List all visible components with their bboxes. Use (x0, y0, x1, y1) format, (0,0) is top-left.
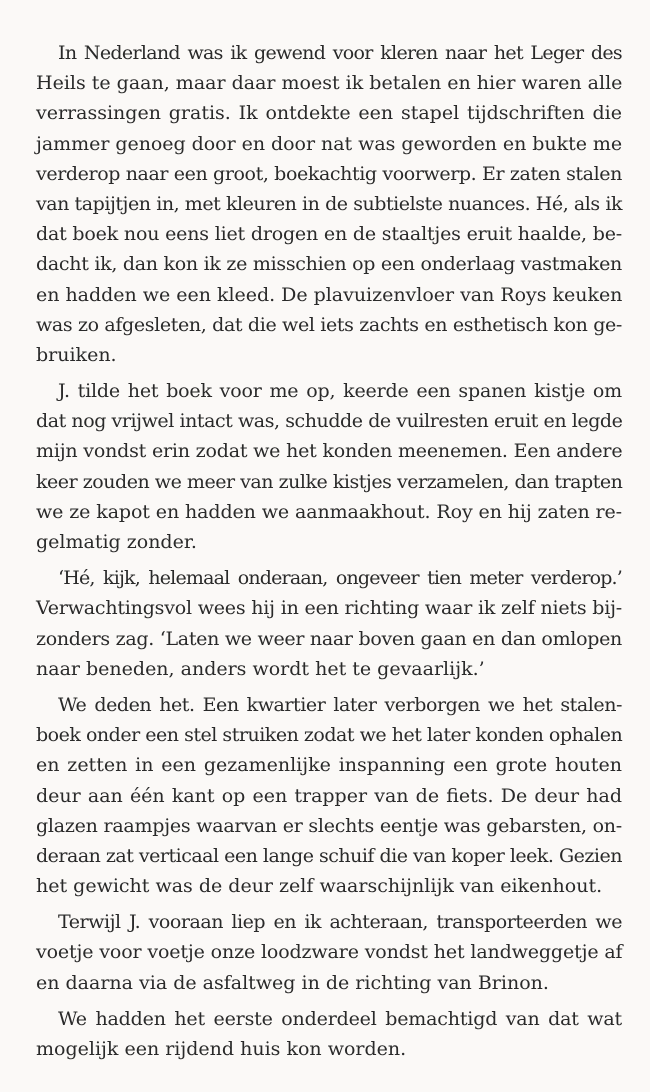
text-line: dat boek nou eens liet drogen en de staaltjes eruit haalde, be- (36, 223, 622, 246)
text-line: glazen raampjes waarvan er slechts eentje was gebarsten, on- (36, 814, 622, 837)
body-text (36, 38, 622, 1070)
text-line: naar beneden, anders wordt het te gevaarlijk.’ (36, 657, 485, 680)
text-line: bruiken. (36, 343, 117, 366)
paragraph (36, 907, 622, 998)
text-line: boek onder een stel struiken zodat we het later konden ophalen (36, 724, 623, 747)
paragraph (36, 38, 622, 370)
text-line: J. tilde het boek voor me op, keerde een spanen kistje om (58, 380, 622, 403)
text-line: mogelijk een rijdend huis kon worden. (36, 1038, 407, 1060)
text-line: Heils te gaan, maar daar moest ik betalen en hier waren alle (36, 72, 623, 95)
text-line: en hadden we een kleed. De plavuizenvloer van Roys keuken (36, 283, 623, 306)
text-line: zonders zag. ‘Laten we weer naar boven gaan en dan omlopen (36, 627, 622, 650)
text-line: dat nog vrijwel intact was, schudde de vuilresten eruit en legde (36, 410, 623, 433)
paragraph (36, 563, 622, 684)
text-line: deraan zat verticaal een lange schuif die van koper leek. Gezien (36, 844, 622, 867)
text-line: mijn vondst erin zodat we het konden meenemen. Een andere (36, 440, 623, 463)
paragraph (36, 376, 622, 557)
text-line: deur aan één kant op een trapper van de fiets. De deur had (36, 784, 622, 807)
text-line: en zetten in een gezamenlijke inspanning een grote houten (36, 754, 622, 777)
text-line: keer zouden we meer van zulke kistjes verzamelen, dan trapten (36, 470, 623, 493)
text-line: het gewicht was de deur zelf waarschijnlijk van eikenhout. (36, 875, 603, 898)
text-line: We hadden het eerste onderdeel bemachtigd van dat wat (58, 1007, 622, 1030)
text-line: Verwachtingsvol wees hij in een richting waar ik zelf niets bij- (36, 597, 622, 620)
text-line: Terwijl J. vooraan liep en ik achteraan, transporteerden we (58, 911, 622, 934)
text-line: verrassingen gratis. Ik ontdekte een stapel tijdschriften die (36, 102, 622, 125)
text-line: van tapijtjen in, met kleuren in de subtielste nuances. Hé, als ik (36, 192, 622, 215)
text-line: gelmatig zonder. (36, 531, 197, 553)
text-line: we ze kapot en hadden we aanmaakhout. Roy en hij zaten re- (36, 500, 622, 523)
text-line: ‘Hé, kijk, helemaal onderaan, ongeveer tien meter verderop.’ (58, 567, 622, 590)
text-line: jammer genoeg door en door nat was geworden en bukte me (36, 132, 623, 155)
text-line: was zo afgesleten, dat die wel iets zachts en esthetisch kon ge- (36, 313, 622, 336)
text-line: verderop naar een groot, boekachtig voorwerp. Er zaten stalen (36, 162, 622, 185)
text-line: en daarna via de asfaltweg in de richting van Brinon. (36, 971, 549, 994)
text-line: We deden het. Een kwartier later verborgen we het stalen- (58, 693, 622, 716)
text-line: dacht ik, dan kon ik ze misschien op een onderlaag vastmaken (36, 253, 622, 276)
text-line: voetje voor voetje onze loodzware vondst het landweggetje af (36, 941, 623, 964)
paragraph (36, 1004, 622, 1064)
paragraph (36, 690, 622, 901)
text-line: In Nederland was ik gewend voor kleren naar het Leger des (58, 42, 622, 64)
